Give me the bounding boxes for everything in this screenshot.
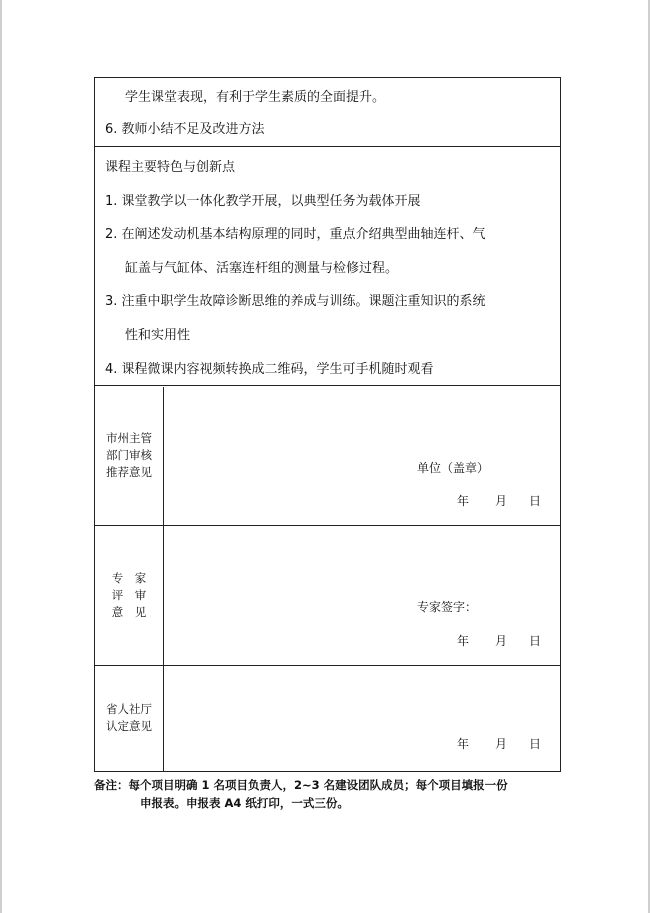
application-form-table (94, 77, 561, 772)
feature-1-text: 1. 课堂教学以一体化教学开展，以典型任务为载体开展 (105, 194, 421, 209)
province-date-line: 年 月 日 (457, 737, 542, 751)
feature-3-line-2: 性和实用性 (125, 328, 191, 343)
feature-3-line-1: 3. 注重中职学生故障诊断思维的养成与训练。课题注重知识的系统 (105, 294, 486, 309)
city-review-label: 市州主管 部门审核 推荐意见 (106, 431, 152, 479)
row-divider (95, 525, 560, 526)
row-divider (95, 146, 560, 147)
footnote-line-2: 申报表。申报表 A4 纸打印，一式三份。 (140, 796, 349, 810)
row-divider (95, 665, 560, 666)
unit-seal-text: 单位（盖章） (417, 461, 490, 475)
page-edge-left (0, 0, 2, 913)
item-6-text: 6. 教师小结不足及改进方法 (105, 122, 265, 137)
features-title: 课程主要特色与创新点 (105, 160, 236, 175)
label-column-divider (163, 387, 164, 772)
footnote (94, 776, 564, 812)
expert-date-line: 年 月 日 (457, 634, 542, 648)
province-approval-label: 省人社厅 认定意见 (106, 702, 152, 733)
city-date-line: 年 月 日 (457, 494, 542, 508)
continued-text-line: 学生课堂表现，有利于学生素质的全面提升。 (125, 90, 386, 105)
expert-review-label: 专 家 评 审 意 见 (111, 571, 147, 619)
expert-signature-text: 专家签字： (417, 600, 478, 614)
feature-4-text: 4. 课程微课内容视频转换成二维码，学生可手机随时观看 (105, 362, 434, 377)
footnote-line-1: 备注：每个项目明确 1 名项目负责人，2~3 名建设团队成员；每个项目填报一份 (94, 778, 508, 792)
feature-2-line-2: 缸盖与气缸体、活塞连杆组的测量与检修过程。 (125, 261, 399, 276)
feature-2-line-1: 2. 在阐述发动机基本结构原理的同时，重点介绍典型曲轴连杆、气 (105, 227, 486, 242)
row-divider (95, 385, 560, 386)
